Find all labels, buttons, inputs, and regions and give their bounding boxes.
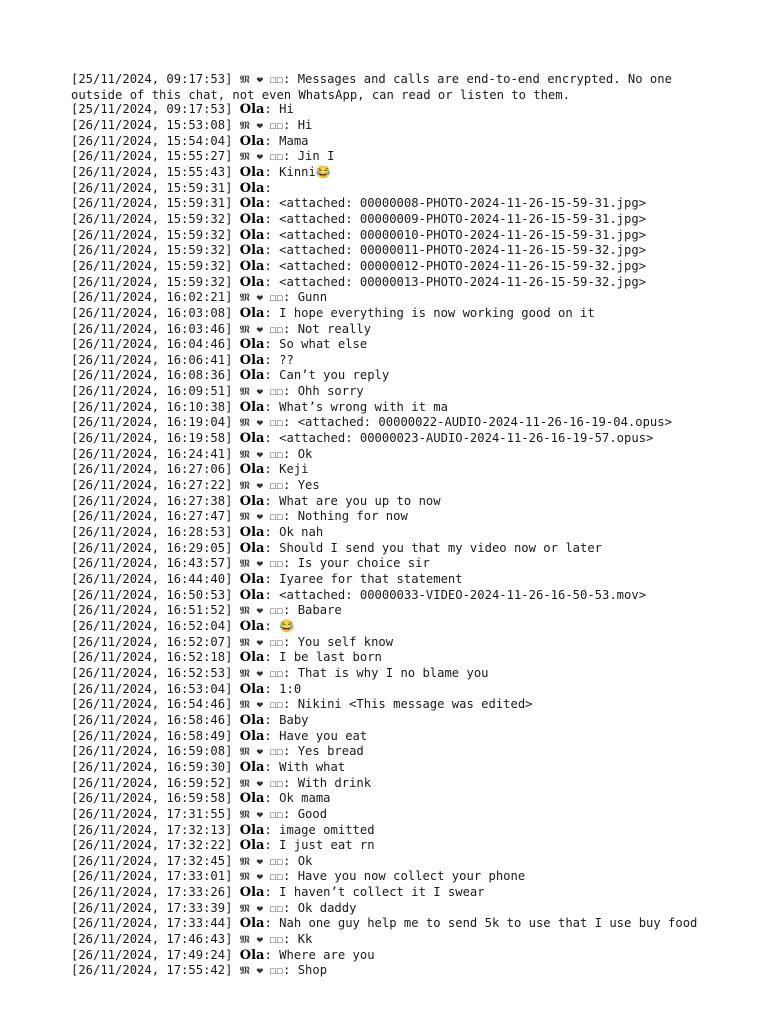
message-text: image omitted (279, 822, 375, 837)
message-timestamp: [26/11/2024, 17:32:45] (71, 853, 233, 868)
message-text: Gunn (297, 290, 328, 305)
message-sender: 𝕸 ❤ ☐☐ (239, 385, 284, 399)
message-timestamp: [26/11/2024, 16:52:53] (71, 665, 233, 680)
message-sender: Ola (239, 243, 265, 259)
message-sender: 𝕸 ❤ ☐☐ (239, 73, 284, 86)
message-timestamp: [25/11/2024, 09:17:53] (71, 72, 233, 86)
message-sender: 𝕸 ❤ ☐☐ (239, 150, 284, 164)
message-timestamp: [26/11/2024, 17:32:13] (71, 822, 233, 837)
chat-message: [26/11/2024, 16:19:58] Ola: <attached: 00000023-AUDIO-2024-11-26-16-19-57.opus> (71, 431, 654, 447)
message-text: <attached: 00000012-PHOTO-2024-11-26-15-59-32.jpg> (279, 258, 647, 273)
message-sender: Ola (239, 305, 265, 321)
message-text: Should I send you that my video now or later (279, 540, 603, 555)
message-timestamp: [26/11/2024, 15:59:32] (71, 227, 233, 242)
message-sender: 𝕸 ❤ ☐☐ (239, 964, 284, 978)
message-sender: Ola (239, 211, 265, 227)
message-text: Jin I (297, 149, 335, 164)
chat-message: [26/11/2024, 17:32:13] Ola: image omitted (71, 822, 375, 838)
message-text: Where are you (279, 947, 375, 962)
message-sender: Ola (239, 525, 265, 541)
message-sender: Ola (239, 337, 265, 353)
message-timestamp: [26/11/2024, 16:59:08] (71, 744, 233, 759)
message-sender: Ola (239, 368, 265, 384)
chat-message: [26/11/2024, 16:54:46] 𝕸 ❤ ☐☐: Nikini <This message was edited> (71, 697, 533, 712)
message-sender: 𝕸 ❤ ☐☐ (239, 698, 284, 712)
chat-message: [26/11/2024, 16:52:04] Ola: 😂 (71, 618, 295, 634)
message-text: What’s wrong with it ma (279, 399, 448, 414)
message-sender: 𝕸 ❤ ☐☐ (239, 870, 284, 884)
chat-message: [26/11/2024, 15:59:31] Ola: <attached: 00000008-PHOTO-2024-11-26-15-59-31.jpg> (71, 196, 647, 212)
chat-message: [26/11/2024, 16:04:46] Ola: So what else (71, 337, 368, 353)
message-timestamp: [26/11/2024, 16:04:46] (71, 337, 233, 352)
message-sender: 𝕸 ❤ ☐☐ (239, 933, 284, 947)
message-timestamp: [26/11/2024, 16:58:49] (71, 728, 233, 743)
message-timestamp: [26/11/2024, 15:59:32] (71, 274, 233, 289)
chat-message: [26/11/2024, 17:32:22] Ola: I just eat rn (71, 838, 375, 854)
message-sender: Ola (239, 838, 265, 854)
chat-message: [25/11/2024, 09:17:53] 𝕸 ❤ ☐☐: Messages and calls are end-to-end encrypted. No one outside of this chat, not even WhatsApp, can read or listen to them. (71, 72, 680, 102)
message-text: Have you eat (279, 728, 368, 743)
message-text: With drink (297, 775, 372, 790)
chat-message: [26/11/2024, 15:54:04] Ola: Mama (71, 133, 309, 149)
message-timestamp: [26/11/2024, 16:10:38] (71, 399, 233, 414)
chat-message: [26/11/2024, 17:46:43] 𝕸 ❤ ☐☐: Kk (71, 932, 313, 947)
chat-message: [26/11/2024, 16:52:18] Ola: I be last born (71, 650, 382, 666)
chat-message: [26/11/2024, 15:59:32] Ola: <attached: 00000011-PHOTO-2024-11-26-15-59-32.jpg> (71, 243, 647, 259)
message-text: Keji (279, 462, 309, 477)
message-sender: Ola (239, 133, 265, 149)
message-text: That is why I no blame you (297, 665, 489, 680)
chat-message: [26/11/2024, 17:31:55] 𝕸 ❤ ☐☐: Good (71, 806, 328, 821)
message-timestamp: [26/11/2024, 15:59:31] (71, 196, 233, 211)
message-timestamp: [26/11/2024, 16:59:30] (71, 759, 233, 774)
message-sender: 𝕸 ❤ ☐☐ (239, 557, 284, 571)
message-timestamp: [26/11/2024, 16:03:46] (71, 321, 233, 336)
chat-message: [26/11/2024, 16:24:41] 𝕸 ❤ ☐☐: Ok (71, 446, 313, 461)
message-timestamp: [26/11/2024, 15:59:31] (71, 180, 233, 195)
chat-message: [26/11/2024, 16:27:22] 𝕸 ❤ ☐☐: Yes (71, 478, 320, 493)
message-timestamp: [26/11/2024, 16:51:52] (71, 603, 233, 618)
message-text: Good (297, 806, 328, 821)
chat-message: [26/11/2024, 17:49:24] Ola: Where are you (71, 947, 375, 963)
chat-message: [26/11/2024, 15:59:32] Ola: <attached: 00000009-PHOTO-2024-11-26-15-59-31.jpg> (71, 211, 647, 227)
message-timestamp: [26/11/2024, 16:24:41] (71, 446, 233, 461)
chat-message: [26/11/2024, 15:59:32] Ola: <attached: 00000010-PHOTO-2024-11-26-15-59-31.jpg> (71, 227, 647, 243)
chat-message: [26/11/2024, 16:29:05] Ola: Should I send you that my video now or later (71, 540, 603, 556)
message-sender: 𝕸 ❤ ☐☐ (239, 776, 284, 790)
message-sender: 𝕸 ❤ ☐☐ (239, 447, 284, 461)
message-sender: 𝕸 ❤ ☐☐ (239, 322, 284, 336)
message-text: <attached: 00000010-PHOTO-2024-11-26-15-59-31.jpg> (279, 227, 647, 242)
message-text: You self know (297, 634, 394, 649)
message-timestamp: [26/11/2024, 17:33:01] (71, 869, 233, 884)
message-text: Can’t you reply (279, 368, 390, 383)
message-timestamp: [26/11/2024, 15:59:32] (71, 258, 233, 273)
message-sender: Ola (239, 540, 265, 556)
message-timestamp: [26/11/2024, 16:06:41] (71, 352, 233, 367)
message-text: With what (279, 759, 346, 774)
message-text: 1:0 (279, 681, 302, 696)
message-timestamp: [26/11/2024, 16:59:58] (71, 791, 233, 806)
chat-message: [26/11/2024, 16:51:52] 𝕸 ❤ ☐☐: Babare (71, 603, 342, 618)
message-timestamp: [26/11/2024, 16:27:38] (71, 493, 233, 508)
chat-message: [26/11/2024, 17:55:42] 𝕸 ❤ ☐☐: Shop (71, 963, 328, 978)
message-sender: 𝕸 ❤ ☐☐ (239, 291, 284, 305)
chat-message: [26/11/2024, 16:59:30] Ola: With what (71, 759, 346, 775)
message-sender: Ola (239, 650, 265, 666)
message-sender: Ola (239, 618, 265, 634)
chat-message: [26/11/2024, 15:59:32] Ola: <attached: 00000012-PHOTO-2024-11-26-15-59-32.jpg> (71, 258, 647, 274)
chat-message: [26/11/2024, 16:59:08] 𝕸 ❤ ☐☐: Yes bread (71, 744, 364, 759)
message-timestamp: [26/11/2024, 16:27:06] (71, 462, 233, 477)
message-text: Babare (297, 603, 342, 618)
message-text: So what else (279, 337, 368, 352)
chat-message: [26/11/2024, 15:55:43] Ola: Kinni😂 (71, 164, 332, 180)
chat-message: [26/11/2024, 15:59:31] Ola: (71, 180, 280, 196)
chat-message: [26/11/2024, 17:33:44] Ola: Nah one guy help me to send 5k to use that I use buy food (71, 916, 698, 932)
message-sender: Ola (239, 227, 265, 243)
message-sender: Ola (239, 164, 265, 180)
chat-message: [26/11/2024, 16:53:04] Ola: 1:0 (71, 681, 302, 697)
message-timestamp: [26/11/2024, 15:59:32] (71, 243, 233, 258)
chat-message: [26/11/2024, 16:03:46] 𝕸 ❤ ☐☐: Not really (71, 321, 372, 336)
chat-message: [26/11/2024, 16:10:38] Ola: What’s wrong with it ma (71, 399, 448, 415)
message-text: Yes bread (297, 744, 364, 759)
message-text: What are you up to now (279, 493, 441, 508)
chat-message: [26/11/2024, 16:02:21] 𝕸 ❤ ☐☐: Gunn (71, 290, 328, 305)
message-timestamp: [26/11/2024, 16:58:46] (71, 712, 233, 727)
message-sender: Ola (239, 681, 265, 697)
chat-message: [26/11/2024, 16:59:58] Ola: Ok mama (71, 791, 331, 807)
message-sender: Ola (239, 274, 265, 290)
message-text: ?? (279, 352, 294, 367)
message-text: Ok (297, 446, 313, 461)
chat-log (71, 72, 703, 979)
message-sender: Ola (239, 572, 265, 587)
message-sender: 𝕸 ❤ ☐☐ (239, 604, 284, 618)
message-sender: 𝕸 ❤ ☐☐ (239, 666, 284, 680)
message-timestamp: [26/11/2024, 16:50:53] (71, 587, 233, 602)
message-text: Nothing for now (297, 509, 408, 524)
chat-message: [26/11/2024, 16:43:57] 𝕸 ❤ ☐☐: Is your choice sir (71, 556, 430, 571)
message-timestamp: [26/11/2024, 17:33:26] (71, 885, 233, 900)
message-text: Ohh sorry (297, 384, 364, 399)
chat-message: [26/11/2024, 16:19:04] 𝕸 ❤ ☐☐: <attached: 00000022-AUDIO-2024-11-26-16-19-04.opus> (71, 415, 672, 430)
message-timestamp: [26/11/2024, 16:53:04] (71, 681, 233, 696)
message-sender: Ola (239, 196, 265, 212)
message-text: Baby (279, 712, 309, 727)
chat-message: [26/11/2024, 16:44:40] Ola: Iyaree for that statement (71, 572, 463, 587)
chat-message: [26/11/2024, 16:58:49] Ola: Have you eat (71, 728, 368, 744)
message-text: <attached: 00000011-PHOTO-2024-11-26-15-59-32.jpg> (279, 243, 647, 258)
message-text: Iyaree for that statement (279, 572, 463, 586)
chat-message: [26/11/2024, 17:33:26] Ola: I haven’t collect it I swear (71, 885, 485, 901)
message-text: <attached: 00000022-AUDIO-2024-11-26-16-19-04.opus> (297, 415, 672, 430)
message-timestamp: [26/11/2024, 16:19:04] (71, 415, 233, 430)
message-sender: Ola (239, 947, 265, 963)
message-sender: Ola (239, 916, 265, 932)
message-text: Ok daddy (297, 900, 357, 915)
message-text: Kk (297, 932, 313, 947)
message-sender: Ola (239, 759, 265, 775)
message-timestamp: [26/11/2024, 16:02:21] (71, 290, 233, 305)
message-sender: Ola (239, 587, 265, 603)
message-timestamp: [26/11/2024, 16:03:08] (71, 305, 233, 320)
chat-message: [26/11/2024, 15:59:32] Ola: <attached: 00000013-PHOTO-2024-11-26-15-59-32.jpg> (71, 274, 647, 290)
chat-message: [26/11/2024, 16:28:53] Ola: Ok nah (71, 525, 324, 541)
message-timestamp: [26/11/2024, 15:54:04] (71, 133, 233, 148)
message-timestamp: [26/11/2024, 17:55:42] (71, 963, 233, 978)
message-text: <attached: 00000013-PHOTO-2024-11-26-15-59-32.jpg> (279, 274, 647, 289)
chat-message: [26/11/2024, 15:53:08] 𝕸 ❤ ☐☐: Hi (71, 117, 313, 132)
message-text: I just eat rn (279, 838, 375, 853)
chat-message: [26/11/2024, 16:52:53] 𝕸 ❤ ☐☐: That is why I no blame you (71, 665, 489, 680)
message-text: Kinni😂 (279, 164, 332, 179)
message-sender: 𝕸 ❤ ☐☐ (239, 479, 284, 493)
message-text: Messages and calls are end-to-end encrypted. No one outside of this chat, not even WhatsApp, can read or listen to them. (71, 72, 680, 102)
message-timestamp: [25/11/2024, 09:17:53] (71, 102, 233, 117)
message-text: <attached: 00000009-PHOTO-2024-11-26-15-59-31.jpg> (279, 211, 647, 226)
message-timestamp: [26/11/2024, 16:44:40] (71, 572, 233, 586)
message-sender: 𝕸 ❤ ☐☐ (239, 118, 284, 132)
message-timestamp: [26/11/2024, 15:59:32] (71, 211, 233, 226)
message-text: I haven’t collect it I swear (279, 885, 485, 900)
message-timestamp: [26/11/2024, 17:32:22] (71, 838, 233, 853)
chat-message: [26/11/2024, 16:59:52] 𝕸 ❤ ☐☐: With drink (71, 775, 372, 790)
chat-message: [26/11/2024, 16:06:41] Ola: ?? (71, 352, 294, 368)
message-text: Hi (297, 117, 313, 132)
message-timestamp: [26/11/2024, 16:27:22] (71, 478, 233, 493)
message-sender: 𝕸 ❤ ☐☐ (239, 807, 284, 821)
message-sender: 𝕸 ❤ ☐☐ (239, 635, 284, 649)
chat-message: [26/11/2024, 16:27:38] Ola: What are you up to now (71, 493, 441, 509)
message-text: Shop (297, 963, 328, 978)
message-text: Ok mama (279, 791, 331, 806)
message-sender: Ola (239, 180, 265, 196)
message-text: <attached: 00000033-VIDEO-2024-11-26-16-50-53.mov> (279, 587, 647, 602)
message-text: I hope everything is now working good on it (279, 305, 595, 320)
message-timestamp: [26/11/2024, 16:52:04] (71, 618, 233, 633)
message-timestamp: [26/11/2024, 16:52:18] (71, 650, 233, 665)
message-sender: 𝕸 ❤ ☐☐ (239, 745, 284, 759)
message-text: Nah one guy help me to send 5k to use that I use buy food (279, 916, 698, 931)
message-timestamp: [26/11/2024, 16:52:07] (71, 634, 233, 649)
message-timestamp: [26/11/2024, 15:55:43] (71, 164, 233, 179)
chat-message: [26/11/2024, 16:03:08] Ola: I hope everything is now working good on it (71, 305, 595, 321)
message-text: <attached: 00000008-PHOTO-2024-11-26-15-59-31.jpg> (279, 196, 647, 211)
chat-message: [25/11/2024, 09:17:53] Ola: Hi (71, 102, 294, 118)
message-sender: Ola (239, 399, 265, 415)
chat-message: [26/11/2024, 15:55:27] 𝕸 ❤ ☐☐: Jin I (71, 149, 335, 164)
message-timestamp: [26/11/2024, 16:19:58] (71, 431, 233, 446)
message-sender: Ola (239, 885, 265, 901)
message-text: Hi (279, 102, 294, 117)
chat-message: [26/11/2024, 17:32:45] 𝕸 ❤ ☐☐: Ok (71, 853, 313, 868)
chat-message: [26/11/2024, 16:09:51] 𝕸 ❤ ☐☐: Ohh sorry (71, 384, 364, 399)
chat-message: [26/11/2024, 16:27:06] Ola: Keji (71, 462, 309, 478)
message-sender: Ola (239, 352, 265, 368)
message-text: Is your choice sir (297, 556, 430, 571)
chat-message: [26/11/2024, 16:50:53] Ola: <attached: 00000033-VIDEO-2024-11-26-16-50-53.mov> (71, 587, 647, 603)
message-timestamp: [26/11/2024, 16:29:05] (71, 540, 233, 555)
message-sender: Ola (239, 493, 265, 509)
message-text: I be last born (279, 650, 382, 665)
message-text: Ok (297, 853, 313, 868)
message-timestamp: [26/11/2024, 16:08:36] (71, 368, 233, 383)
message-text: Have you now collect your phone (297, 869, 526, 884)
message-text: Nikini <This message was edited> (297, 697, 533, 712)
message-timestamp: [26/11/2024, 17:31:55] (71, 806, 233, 821)
message-sender: Ola (239, 258, 265, 274)
message-sender: Ola (239, 431, 265, 447)
chat-message: [26/11/2024, 17:33:01] 𝕸 ❤ ☐☐: Have you now collect your phone (71, 869, 526, 884)
message-text: Ok nah (279, 525, 324, 540)
message-timestamp: [26/11/2024, 17:33:44] (71, 916, 233, 931)
message-timestamp: [26/11/2024, 16:54:46] (71, 697, 233, 712)
message-text: 😂 (279, 618, 295, 633)
message-timestamp: [26/11/2024, 17:33:39] (71, 900, 233, 915)
chat-message: [26/11/2024, 16:58:46] Ola: Baby (71, 712, 309, 728)
message-sender: 𝕸 ❤ ☐☐ (239, 901, 284, 915)
chat-message: [26/11/2024, 16:27:47] 𝕸 ❤ ☐☐: Nothing for now (71, 509, 408, 524)
chat-message: [26/11/2024, 16:08:36] Ola: Can’t you reply (71, 368, 390, 384)
message-sender: Ola (239, 712, 265, 728)
message-sender: Ola (239, 102, 265, 118)
message-timestamp: [26/11/2024, 16:59:52] (71, 775, 233, 790)
chat-message: [26/11/2024, 17:33:39] 𝕸 ❤ ☐☐: Ok daddy (71, 900, 357, 915)
message-timestamp: [26/11/2024, 16:27:47] (71, 509, 233, 524)
message-timestamp: [26/11/2024, 15:53:08] (71, 117, 233, 132)
message-timestamp: [26/11/2024, 17:49:24] (71, 947, 233, 962)
message-text: <attached: 00000023-AUDIO-2024-11-26-16-19-57.opus> (279, 431, 654, 446)
message-sender: Ola (239, 822, 265, 838)
message-timestamp: [26/11/2024, 17:46:43] (71, 932, 233, 947)
message-sender: 𝕸 ❤ ☐☐ (239, 854, 284, 868)
message-timestamp: [26/11/2024, 15:55:27] (71, 149, 233, 164)
message-sender: Ola (239, 791, 265, 807)
message-sender: Ola (239, 728, 265, 744)
message-timestamp: [26/11/2024, 16:09:51] (71, 384, 233, 399)
message-text: Mama (279, 133, 309, 148)
message-text: Not really (297, 321, 372, 336)
message-sender: 𝕸 ❤ ☐☐ (239, 416, 284, 430)
message-sender: Ola (239, 462, 265, 478)
message-sender: 𝕸 ❤ ☐☐ (239, 510, 284, 524)
chat-message: [26/11/2024, 16:52:07] 𝕸 ❤ ☐☐: You self know (71, 634, 394, 649)
message-text: Yes (297, 478, 320, 493)
message-timestamp: [26/11/2024, 16:43:57] (71, 556, 233, 571)
message-timestamp: [26/11/2024, 16:28:53] (71, 525, 233, 540)
